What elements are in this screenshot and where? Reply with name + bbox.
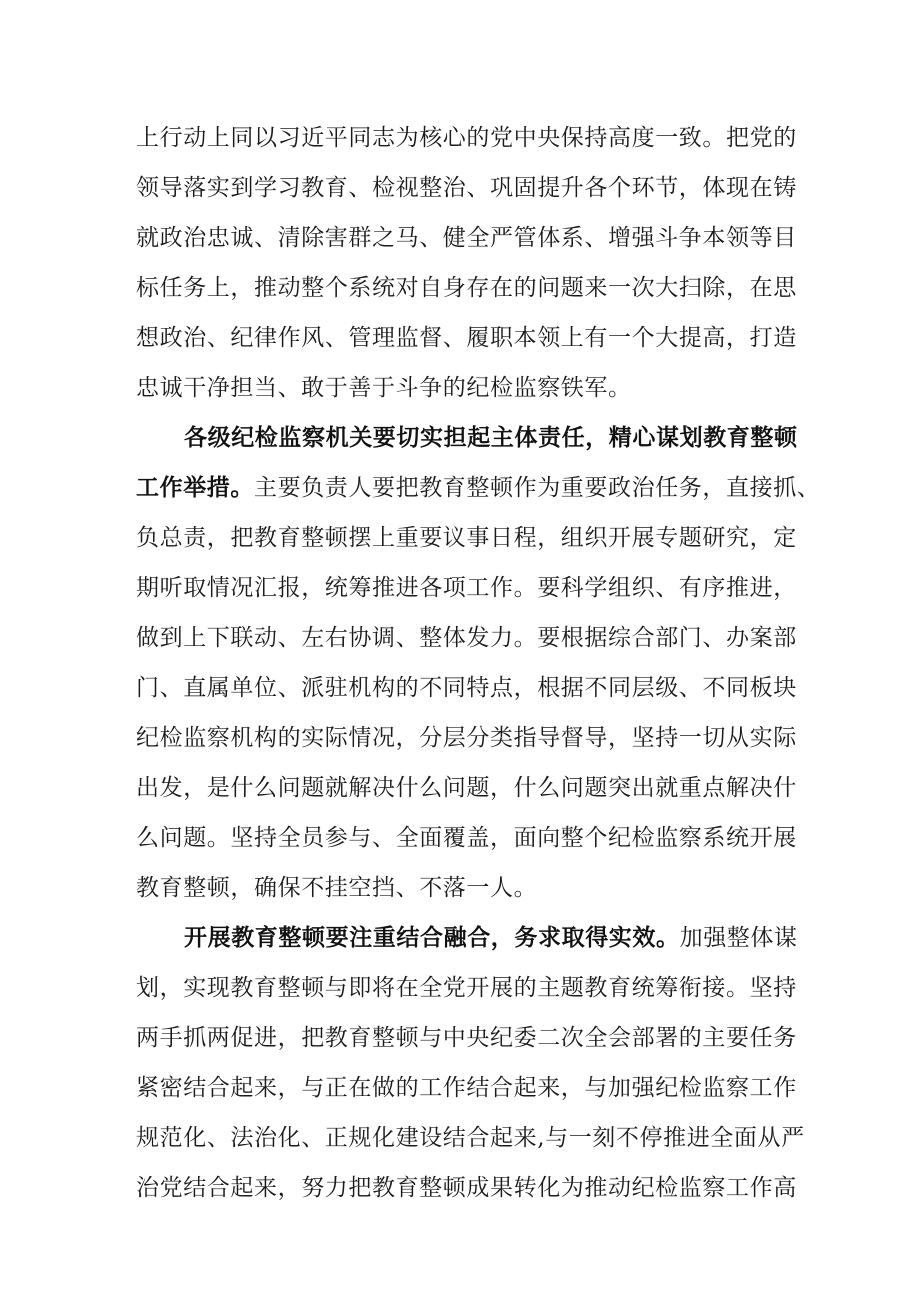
- text-line: 上行动上同以习近平同志为核心的党中央保持高度一致。把党的: [136, 125, 797, 151]
- text-line: 标任务上，推动整个系统对自身存在的问题来一次大扫除，在思: [136, 275, 797, 301]
- text-line: 划，实现教育整顿与即将在全党开展的主题教育统筹衔接。坚持: [136, 975, 797, 1001]
- text-line: 领导落实到学习教育、检视整治、巩固提升各个环节，体现在铸: [136, 175, 797, 201]
- text-line: 治党结合起来，努力把教育整顿成果转化为推动纪检监察工作高: [136, 1175, 797, 1201]
- text-line: 忠诚干净担当、敢于善于斗争的纪检监察铁军。: [136, 375, 632, 401]
- text-line: [136, 413, 796, 463]
- text-line: 就政治忠诚、清除害群之马、健全严管体系、增强斗争本领等目: [136, 225, 797, 251]
- text-line: 出发，是什么问题就解决什么问题，什么问题突出就重点解决什: [136, 775, 797, 801]
- text-line: [136, 913, 796, 963]
- text-line: 想政治、纪律作风、管理监督、履职本领上有一个大提高，打造: [136, 325, 797, 351]
- text-line: 纪检监察机构的实际情况，分层分类指导督导，坚持一切从实际: [136, 725, 797, 751]
- text-line: 门、直属单位、派驻机构的不同特点，根据不同层级、不同板块: [136, 675, 797, 701]
- text-segment: 加强整体谋: [679, 925, 798, 951]
- text-line: 做到上下联动、左右协调、整体发力。要根据综合部门、办案部: [136, 625, 797, 651]
- text-segment: 主要负责人要把教育整顿作为重要政治任务，直接抓、: [254, 475, 821, 501]
- lead-sentence-bold: 各级纪检监察机关要切实担起主体责任，精心谋划教育整顿: [184, 424, 798, 451]
- lead-sentence-bold: 开展教育整顿要注重结合融合，务求取得实效。: [184, 924, 680, 951]
- text-line: 教育整顿，确保不挂空挡、不落一人。: [136, 875, 538, 901]
- text-line: [136, 463, 821, 513]
- text-line: 么问题。坚持全员参与、全面覆盖，面向整个纪检监察系统开展: [136, 825, 797, 851]
- text-line: 两手抓两促进，把教育整顿与中央纪委二次全会部署的主要任务: [136, 1025, 797, 1051]
- lead-sentence-bold: 工作举措。: [136, 474, 254, 501]
- text-line: 紧密结合起来，与正在做的工作结合起来，与加强纪检监察工作: [136, 1075, 797, 1101]
- paragraph-2: [0, 413, 821, 913]
- paragraph-3: [0, 913, 805, 1213]
- text-line: 期听取情况汇报，统筹推进各项工作。要科学组织、有序推进，: [136, 575, 797, 601]
- text-line: 规范化、法治化、正规化建设结合起来,与一刻不停推进全面从严: [136, 1125, 805, 1151]
- paragraph-1: [0, 113, 796, 413]
- text-line: 负总责，把教育整顿摆上重要议事日程，组织开展专题研究，定: [136, 525, 797, 551]
